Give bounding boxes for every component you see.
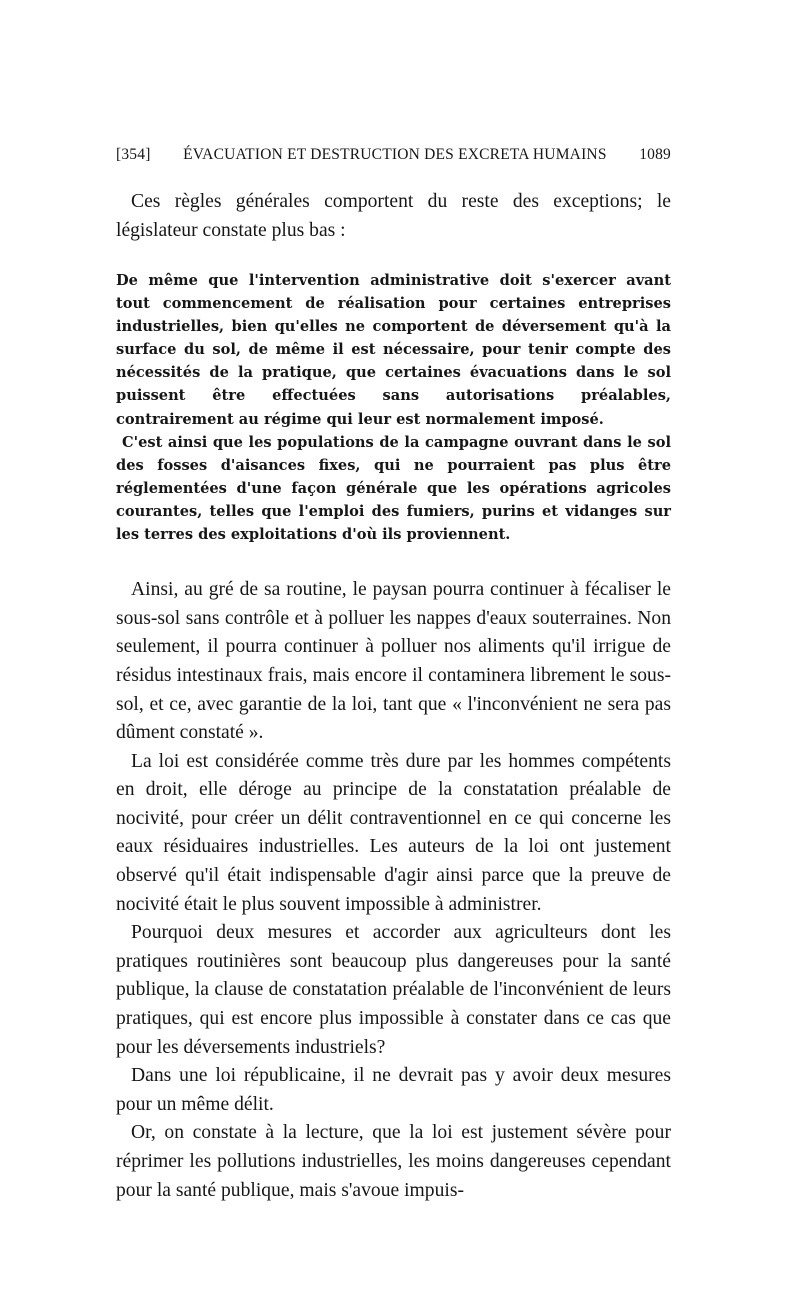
- book-page: [116, 146, 671, 1205]
- body-paragraph: Ainsi, au gré de sa routine, le paysan pourra continuer à fécaliser le sous-sol sans contrôle et à polluer les nappes d'eaux souterraines. Non seulement, il pourra continuer à polluer nos aliments qu'il irrigue de résidus intestinaux frais, mais encore il contaminera librement le sous-sol, et ce, avec garantie de la loi, tant que « l'inconvénient ne sera pas dûment constaté ».: [116, 579, 671, 744]
- quote-paragraph: C'est ainsi que les populations de la campagne ouvrant dans le sol des fosses d'aisances fixes, qui ne pourraient pas plus être réglementées d'une façon générale que les opérations agricoles courantes, telles que l'emploi des fumiers, purins et vidanges sur les terres des exploitations d'où ils proviennent.: [116, 433, 671, 544]
- body-paragraph: Pourquoi deux mesures et accorder aux agriculteurs dont les pratiques routinières sont beaucoup plus dangereuses pour la santé publique, la clause de constatation préalable de l'inconvénient de leurs pratiques, qui est encore plus impossible à constater dans ce cas que pour les déversements industriels?: [116, 922, 671, 1058]
- quote-paragraph: De même que l'intervention administrative doit s'exercer avant tout commencement de réalisation pour certaines entreprises industrielles, bien qu'elles ne comportent de déversement qu'à la surface du sol, de même il est nécessaire, pour tenir compte des nécessités de la pratique, que certaines évacuations dans le sol puissent être effectuées sans autorisations préalables, contrairement au régime qui leur est normalement imposé.: [116, 272, 671, 428]
- running-title: ÉVACUATION ET DESTRUCTION DES EXCRETA HUMAINS: [183, 146, 607, 163]
- body-paragraph: Or, on constate à la lecture, que la loi est justement sévère pour réprimer les pollutions industrielles, les moins dangereuses cependant pour la santé publique, mais s'avoue impuis-: [116, 1122, 671, 1201]
- quoted-law-excerpt: [116, 269, 671, 546]
- section-number: [354]: [116, 146, 151, 163]
- body-paragraph: Dans une loi républicaine, il ne devrait pas y avoir deux mesures pour un même délit.: [116, 1065, 671, 1115]
- body-paragraph: La loi est considérée comme très dure par les hommes compétents en droit, elle déroge au principe de la constatation préalable de nocivité, pour créer un délit contraventionnel en ce qui concerne les eaux résiduaires industrielles. Les auteurs de la loi ont justement observé qu'il était indispensable d'agir ainsi parce que la preuve de nocivité était le plus souvent impossible à administrer.: [116, 750, 671, 915]
- running-head: [116, 146, 671, 172]
- body-text: [116, 576, 671, 1205]
- page-number: 1089: [639, 146, 671, 163]
- intro-paragraph: Ces règles générales comportent du reste des exceptions; le législateur constate plus bas :: [116, 191, 671, 241]
